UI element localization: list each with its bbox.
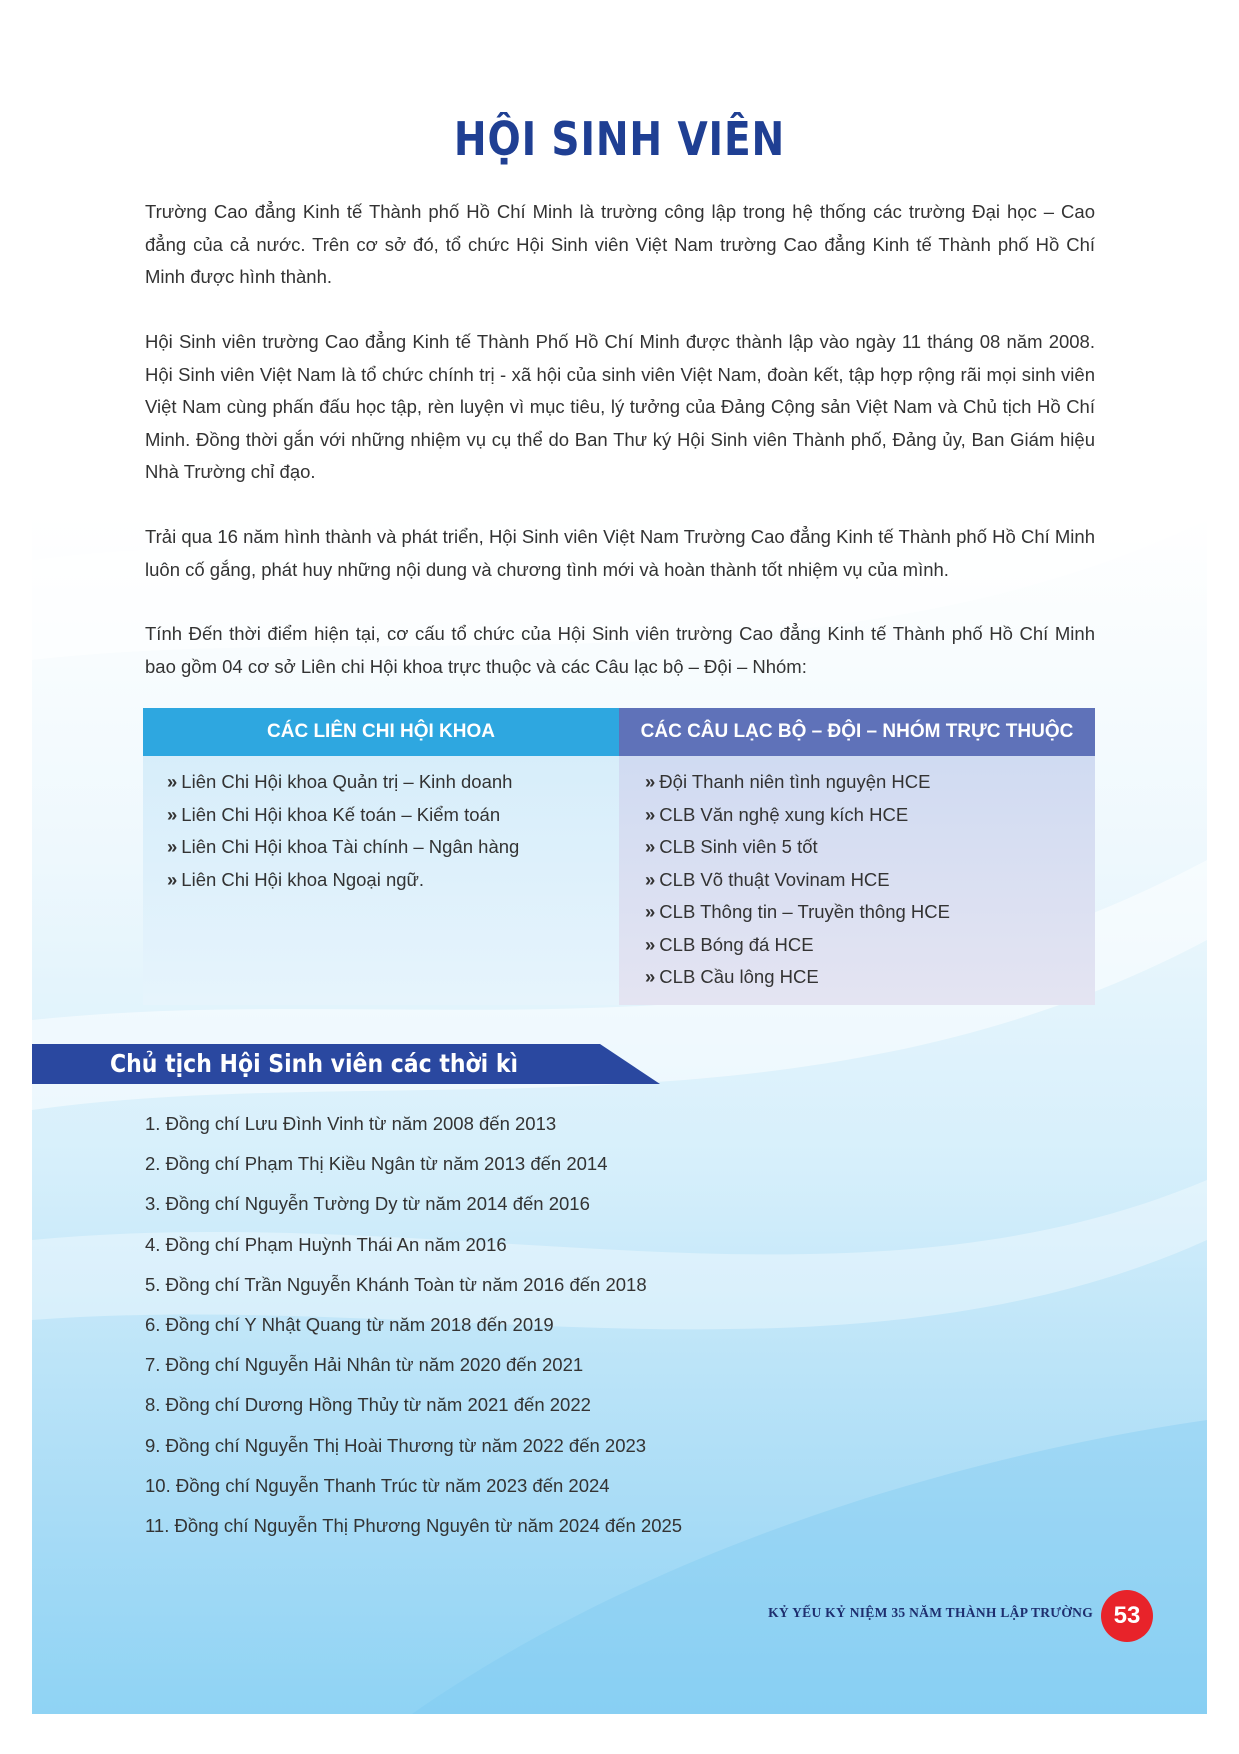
- clubs-column: [619, 708, 1095, 1005]
- bullet-icon: »: [645, 901, 656, 922]
- clubs-list: [619, 756, 1095, 994]
- bullet-icon: »: [645, 803, 656, 825]
- bullet-icon: »: [645, 966, 656, 987]
- list-item: » CLB Bóng đá HCE: [645, 933, 814, 955]
- list-item: 3. Đồng chí Nguyễn Tường Dy từ năm 2014 đến 2016: [145, 1193, 590, 1215]
- list-item: » Liên Chi Hội khoa Kế toán – Kiểm toán: [167, 803, 501, 825]
- intro-paragraph-4: Tính Đến thời điểm hiện tại, cơ cấu tổ chức của Hội Sinh viên trường Cao đẳng Kinh tế Thành phố Hồ Chí Minh bao gồm 04 cơ sở Liên chi Hội khoa trực thuộc và các Câu lạc bộ – Đội – Nhóm:: [145, 623, 1095, 677]
- intro-paragraph-2: Hội Sinh viên trường Cao đẳng Kinh tế Thành Phố Hồ Chí Minh được thành lập vào ngày 11 tháng 08 năm 2008. Hội Sinh viên Việt Nam là tổ chức chính trị - xã hội của sinh viên Việt Nam, đoàn kết, tập hợp rộng rãi mọi sinh viên Việt Nam cùng phấn đấu học tập, rèn luyện vì mục tiêu, lý tưởng của Đảng Cộng sản Việt Nam và Chủ tịch Hồ Chí Minh. Đồng thời gắn với những nhiệm vụ cụ thể do Ban Thư ký Hội Sinh viên Thành phố, Đảng ủy, Ban Giám hiệu Nhà Trường chỉ đạo.: [145, 331, 1095, 482]
- list-item: » CLB Thông tin – Truyền thông HCE: [645, 901, 950, 922]
- list-item: » CLB Văn nghệ xung kích HCE: [645, 803, 909, 825]
- list-item: » Liên Chi Hội khoa Ngoại ngữ.: [167, 868, 425, 890]
- faculty-branches-list: [143, 756, 619, 896]
- footer-label: KỶ YẾU KỶ NIỆM 35 NĂM THÀNH LẬP TRƯỜNG: [768, 1605, 1093, 1620]
- list-item: » Đội Thanh niên tình nguyện HCE: [645, 771, 931, 792]
- bullet-icon: »: [167, 771, 178, 792]
- list-item: » CLB Sinh viên 5 tốt: [645, 836, 818, 857]
- list-item: 1. Đồng chí Lưu Đình Vinh từ năm 2008 đến 2013: [145, 1113, 557, 1134]
- list-item: 9. Đồng chí Nguyễn Thị Hoài Thương từ năm 2022 đến 2023: [145, 1434, 647, 1456]
- bullet-icon: »: [645, 836, 656, 857]
- list-item: » Liên Chi Hội khoa Tài chính – Ngân hàng: [167, 836, 520, 857]
- bullet-icon: »: [167, 836, 178, 857]
- list-item: » CLB Võ thuật Vovinam HCE: [645, 868, 890, 890]
- bullet-icon: »: [645, 933, 656, 955]
- faculty-branches-header: CÁC LIÊN CHI HỘI KHOA: [143, 708, 619, 756]
- list-item: » CLB Cầu lông HCE: [645, 966, 819, 987]
- chairs-heading: Chủ tịch Hội Sinh viên các thời kì: [110, 1049, 519, 1078]
- organization-table: [143, 708, 1095, 1005]
- page-number-badge: 53: [1101, 1590, 1153, 1642]
- bullet-icon: »: [167, 868, 178, 890]
- list-item: 8. Đồng chí Dương Hồng Thủy từ năm 2021 đến 2022: [145, 1394, 591, 1416]
- chairs-list: [145, 1104, 682, 1546]
- faculty-branches-column: [143, 708, 619, 1005]
- bullet-icon: »: [167, 803, 178, 825]
- bullet-icon: »: [645, 868, 656, 890]
- list-item: » Liên Chi Hội khoa Quản trị – Kinh doanh: [167, 771, 513, 792]
- list-item: 11. Đồng chí Nguyễn Thị Phương Nguyên từ năm 2024 đến 2025: [145, 1515, 683, 1537]
- page-title: HỘI SINH VIÊN: [453, 112, 786, 166]
- list-item: 5. Đồng chí Trần Nguyễn Khánh Toàn từ năm 2016 đến 2018: [145, 1273, 647, 1295]
- intro-paragraph-3: Trải qua 16 năm hình thành và phát triển, Hội Sinh viên Việt Nam Trường Cao đẳng Kinh tế Thành phố Hồ Chí Minh luôn cố gắng, phát huy những nội dung và chương tình mới và hoàn thành tốt nhiệm vụ của mình.: [145, 526, 1095, 580]
- list-item: 10. Đồng chí Nguyễn Thanh Trúc từ năm 2023 đến 2024: [145, 1474, 610, 1496]
- list-item: 7. Đồng chí Nguyễn Hải Nhân từ năm 2020 đến 2021: [145, 1354, 584, 1376]
- list-item: 6. Đồng chí Y Nhật Quang từ năm 2018 đến 2019: [145, 1314, 554, 1336]
- list-item: 2. Đồng chí Phạm Thị Kiều Ngân từ năm 2013 đến 2014: [145, 1153, 608, 1175]
- clubs-header: CÁC CÂU LẠC BỘ – ĐỘI – NHÓM TRỰC THUỘC: [619, 708, 1095, 756]
- list-item: 4. Đồng chí Phạm Huỳnh Thái An năm 2016: [145, 1233, 507, 1255]
- intro-paragraph-1: Trường Cao đẳng Kinh tế Thành phố Hồ Chí Minh là trường công lập trong hệ thống các trường Đại học – Cao đẳng của cả nước. Trên cơ sở đó, tổ chức Hội Sinh viên Việt Nam trường Cao đẳng Kinh tế Thành phố Hồ Chí Minh được hình thành.: [145, 201, 1095, 287]
- bullet-icon: »: [645, 771, 656, 792]
